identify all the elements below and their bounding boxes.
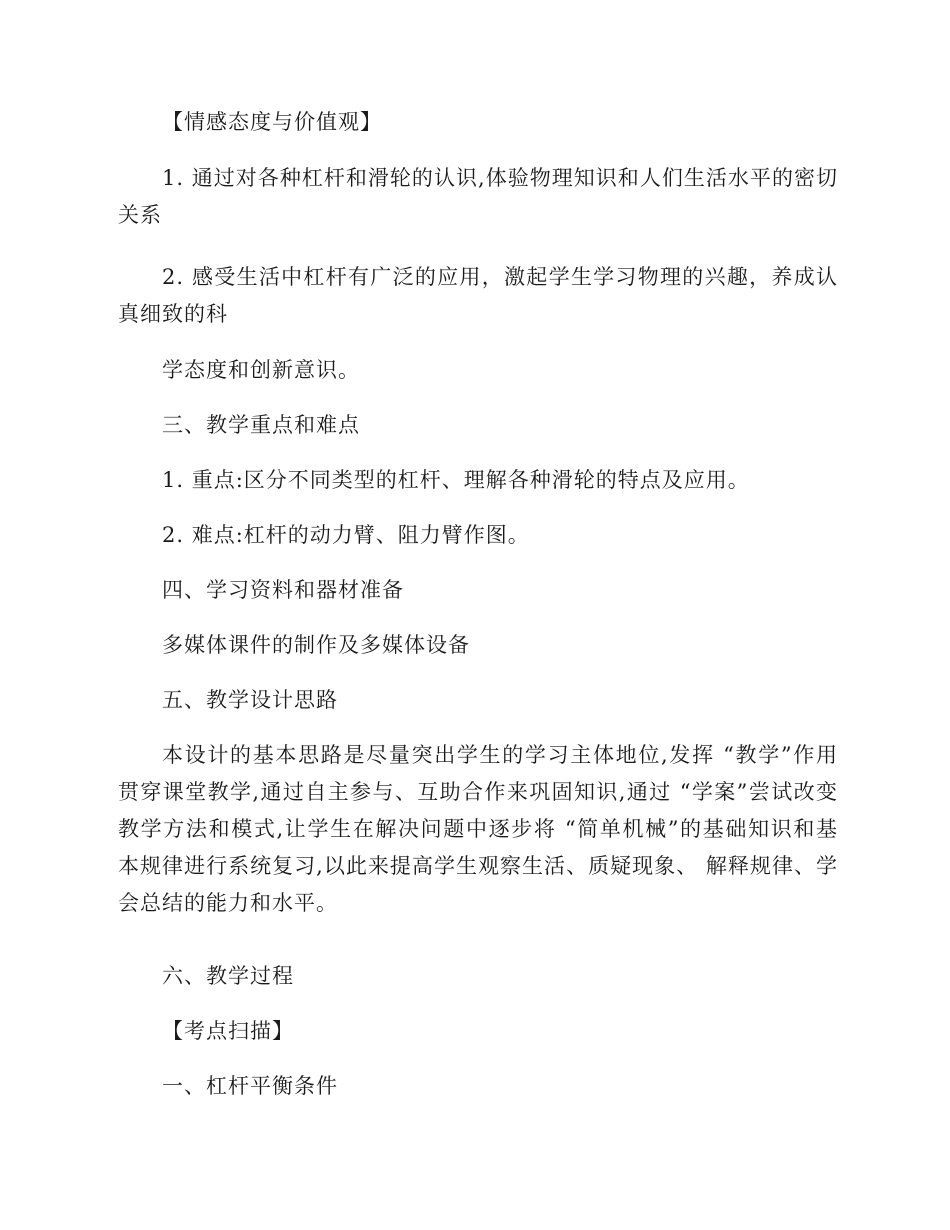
difficult-point: 2. 难点:杠杆的动力臂、阻力臂作图。	[162, 523, 530, 547]
design-idea-paragraph: 本设计的基本思路是尽量突出学生的学习主体地位,发挥 “教学”作用贯穿课堂教学,通过自主参与、互助合作来巩固知识,通过 “学案”尝试改变教学方法和模式,让学生在解决问题中逐步将 “简单机械”的基础知识和基本规律进行系统复习,以此来提高学生观察生活、质疑现象、 解释规律、学会总结的能力和水平。	[118, 743, 838, 915]
section-5-heading: 五、教学设计思路	[162, 688, 338, 712]
affective-heading: 【情感态度与价值观】	[162, 110, 382, 134]
affective-item-1: 1. 通过对各种杠杆和滑轮的认识,体验物理知识和人们生活水平的密切关系	[118, 166, 838, 227]
materials: 多媒体课件的制作及多媒体设备	[162, 633, 470, 657]
affective-item-2-continuation: 学态度和创新意识。	[162, 358, 360, 382]
section-6-heading: 六、教学过程	[162, 964, 294, 988]
exam-scan-heading: 【考点扫描】	[162, 1019, 294, 1043]
key-point: 1. 重点:区分不同类型的杠杆、理解各种滑轮的特点及应用。	[162, 468, 750, 492]
section-4-heading: 四、学习资料和器材准备	[162, 578, 404, 602]
affective-item-2: 2. 感受生活中杠杆有广泛的应用，激起学生学习物理的兴趣，养成认真细致的科	[118, 265, 838, 326]
lever-heading: 一、杠杆平衡条件	[162, 1074, 338, 1098]
section-3-heading: 三、教学重点和难点	[162, 413, 360, 437]
